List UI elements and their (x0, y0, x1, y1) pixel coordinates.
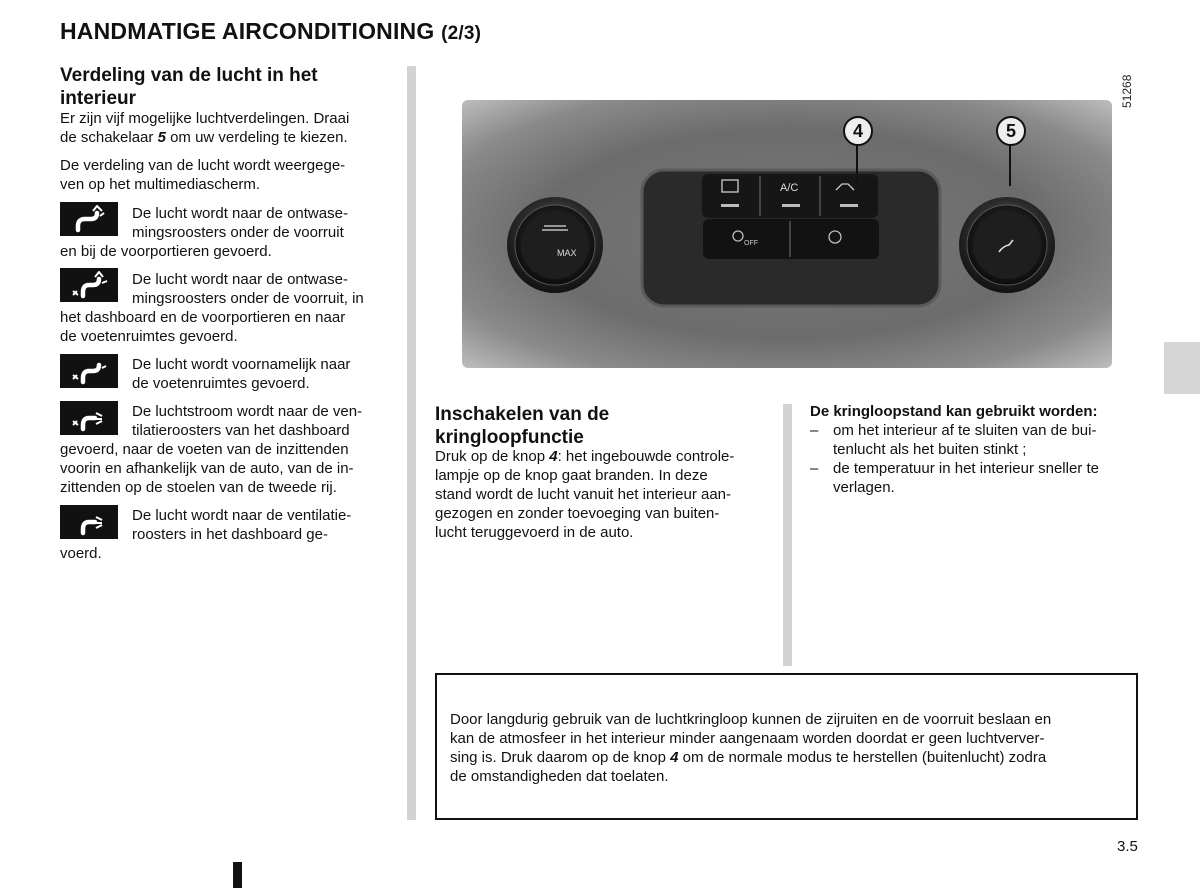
mode-description-5: De lucht wordt naar de ventilatie- roosters in het dashboard ge- voerd. (60, 507, 352, 562)
callout-5: 5 (996, 116, 1026, 146)
mode-description-1: De lucht wordt naar de ontwase- mingsroosters onder de voorruit en bij de voorportieren gevoerd. (60, 205, 348, 260)
mode-description-3: De lucht wordt voornamelijk naar de voetenruimtes gevoerd. (132, 356, 351, 392)
recirculation-paragraph: Druk op de knop 4: het ingebouwde controle- lampje op de knop gaat branden. In deze stand wordt de lucht vanuit het interieur aan- gezogen en zonder toevoeging van buiten- lucht teruggevoerd in de auto. (435, 448, 735, 541)
ac-button: A/C (780, 182, 799, 194)
bullet-dash-2: – (810, 460, 819, 477)
image-reference: 51268 (1120, 74, 1134, 108)
section-heading-recirculation: Inschakelen van de kringloopfunctie (435, 404, 610, 448)
display-paragraph: De verdeling van de lucht wordt weergege- ven op het multimediascherm. (60, 157, 346, 193)
warning-note-text: Door langdurig gebruik van de luchtkringloop kunnen de zijruiten en de voorruit beslaan en kan de atmosfeer in het interieur minder aangenaam worden doordat er geen luchtverver- sing is. Druk daarom op de knop 4 om de normale modus te herstellen (buitenlucht) zodra de omstandigheden dat toelaten. (450, 711, 1052, 785)
chapter-tab (1164, 342, 1200, 394)
callout-4: 4 (843, 116, 873, 146)
section-heading-air-distribution: Verdeling van de lucht in het interieur (60, 65, 318, 109)
intro-paragraph: Er zijn vijf mogelijke luchtverdelingen. Draai de schakelaar 5 om uw verdeling te kiezen. (60, 110, 350, 146)
mode-description-2: De lucht wordt naar de ontwase- mingsroosters onder de voorruit, in het dashboard en de voorportieren en naar de voetenruimtes gevoerd. (60, 271, 364, 345)
off-label: OFF (744, 240, 758, 247)
page-edge-marker (233, 862, 242, 888)
page-title: HANDMATIGE AIRCONDITIONING (2/3) (60, 18, 482, 44)
max-label: MAX (557, 248, 577, 258)
mode-description-4: De luchtstroom wordt naar de ven- tilatieroosters van het dashboard gevoerd, naar de voeten van de inzittenden voorin en afhankelijk van de auto, van de in- zittenden op de stoelen van de tweede rij. (60, 403, 363, 496)
bullet-dash-1: – (810, 422, 819, 439)
bullet-item-1: om het interieur af te sluiten van de bui- tenlucht als het buiten stinkt ; (833, 422, 1097, 458)
column-divider-right (783, 404, 792, 666)
bullet-item-2: de temperatuur in het interieur sneller te verlagen. (833, 460, 1099, 496)
page-number: 3.5 (1117, 838, 1138, 855)
column-divider-left (407, 66, 416, 820)
control-panel-photo (462, 100, 1112, 368)
usage-heading: De kringloopstand kan gebruikt worden: (810, 403, 1098, 420)
warning-note-box (435, 673, 1138, 820)
